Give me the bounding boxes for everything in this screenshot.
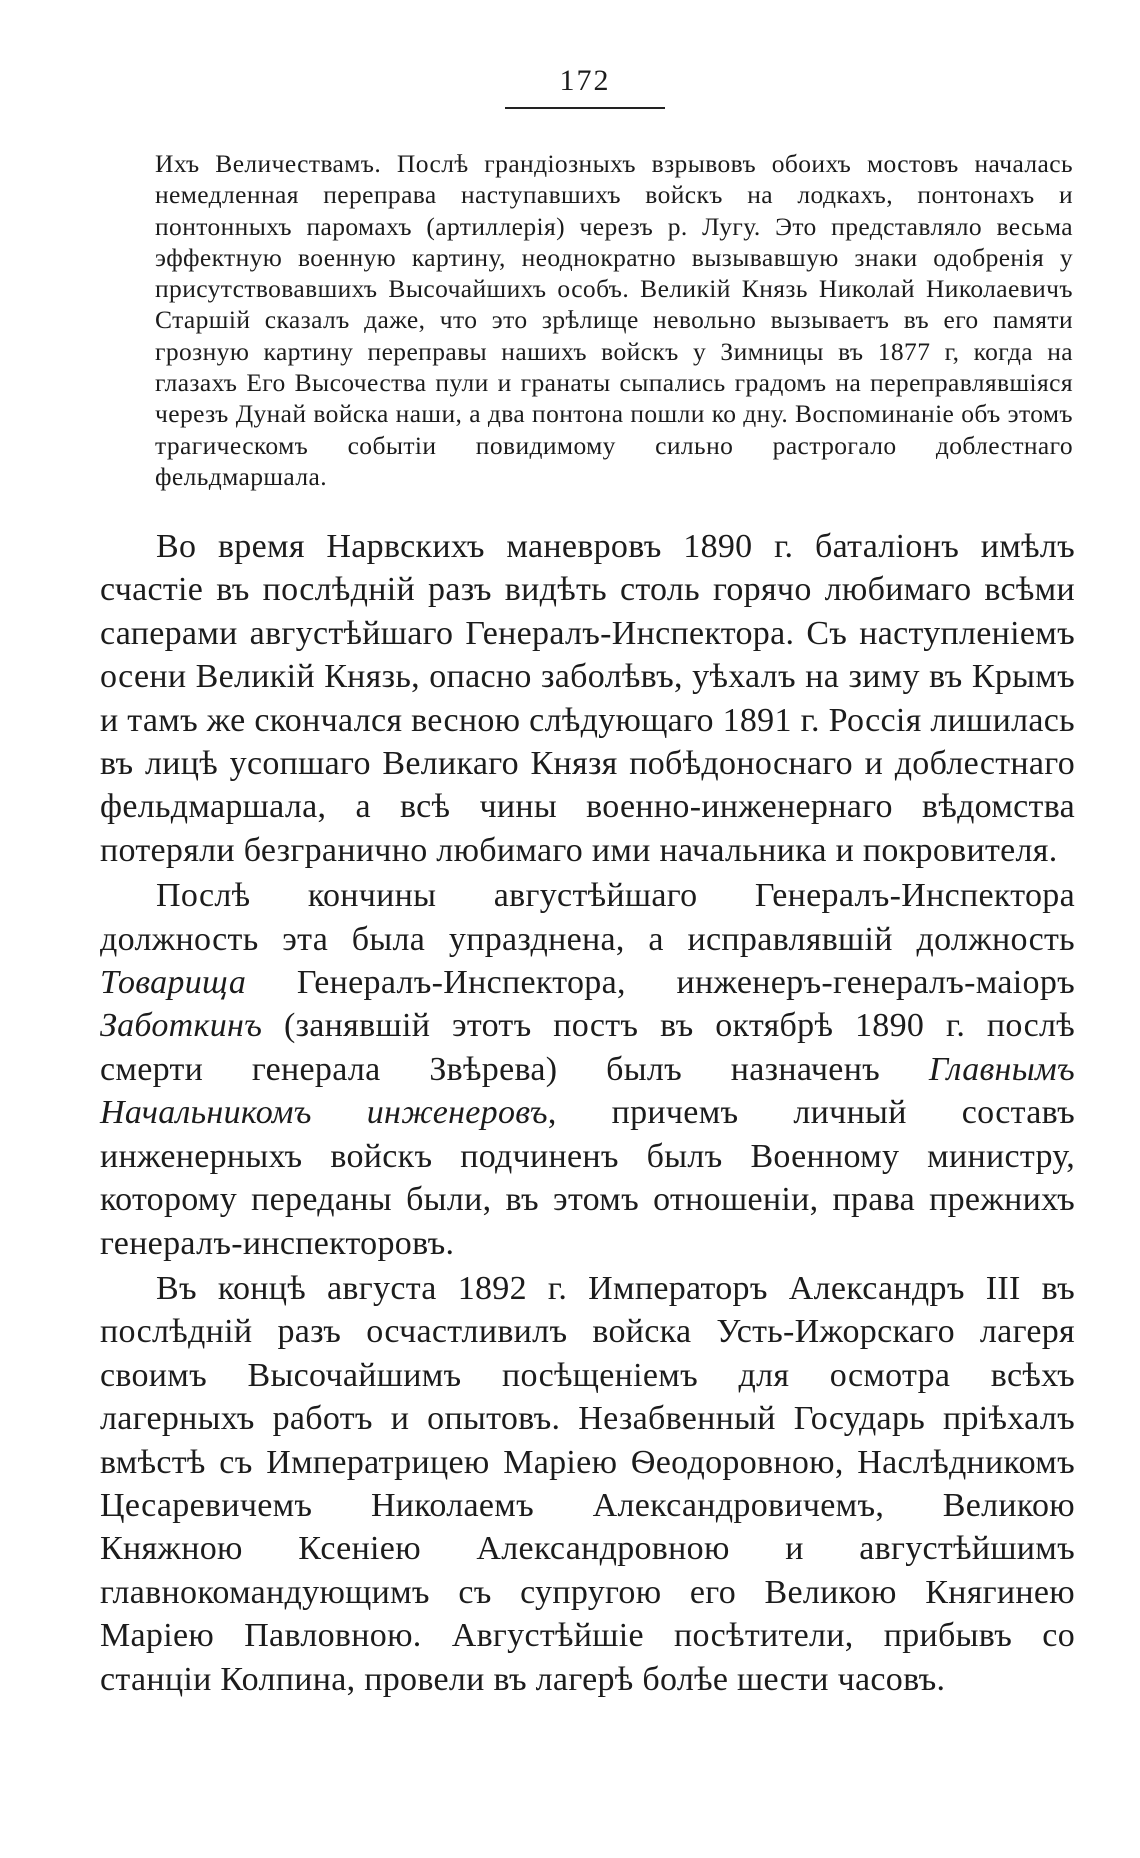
- paragraph-text-segment: , причемъ личный составъ инженерныхъ войскъ подчиненъ былъ Военному министру, которому переданы были, въ этомъ отношеніи, права прежнихъ генералъ-инспекторовъ.: [100, 1094, 1075, 1262]
- paragraph-text-segment: Послѣ кончины августѣйшаго Генералъ-Инспектора должность эта была упразднена, а исправлявшій должность: [100, 877, 1075, 958]
- page-number: 172: [559, 64, 611, 97]
- emphasis-chief-engineers: Главнымъ Начальникомъ инженеровъ: [100, 1050, 1075, 1132]
- emphasis-deputy: Товарища: [100, 964, 247, 1002]
- paragraph-text-segment: Генералъ-Инспектора, инженеръ-генералъ-маіоръ: [246, 964, 1075, 1002]
- paragraph-emperor-visit: Въ концѣ августа 1892 г. Императоръ Александръ III въ послѣдній разъ осчастливилъ войска Усть-Ижорскаго лагеря своимъ Высочайшимъ посѣщеніемъ для осмотра всѣхъ лагерныхъ работъ и опытовъ. Незабвенный Государь пріѣхалъ вмѣстѣ съ Императрицею Маріею Ѳеодоровною, Наслѣдникомъ Цесаревичемъ Николаемъ Александровичемъ, Великою Княжною Ксеніею Александровною и августѣйшимъ главнокомандующимъ съ супругою его Великою Княгинею Маріею Павловною. Августѣйшіе посѣтители, прибывъ со станціи Колпина, провели въ лагерѣ болѣе шести часовъ.: [100, 1269, 1075, 1698]
- emphasis-zabotkin: Заботкинъ: [100, 1007, 263, 1045]
- main-text: [100, 525, 1075, 1701]
- small-print-paragraph: [155, 148, 1073, 492]
- paragraph-after-death: [100, 874, 1075, 1265]
- header-rule: [505, 107, 665, 109]
- paragraph-top: Ихъ Величествамъ. Послѣ грандіозныхъ взрывовъ обоихъ мостовъ началась немедленная переправа наступавшихъ войскъ на лодкахъ, понтонахъ и понтонныхъ паромахъ (артиллерія) черезъ р. Лугу. Это представляло весьма эффектную военную картину, неоднократно вызывавшую знаки одобренія у присутствовавшихъ Высочайшихъ особъ. Великій Князь Николай Николаевичъ Старшій сказалъ даже, что это зрѣлище невольно вызываетъ въ его памяти грозную картину переправы нашихъ войскъ у Зимницы въ 1877 г, когда на глазахъ Его Высочества пули и гранаты сыпались градомъ на переправлявшіяся черезъ Дунай войска наши, а два понтона пошли ко дну. Воспоминаніе объ этомъ трагическомъ событіи повидимому сильно растрогало доблестнаго фельдмаршала.: [155, 149, 1073, 491]
- paragraph-narva-maneuvers: Во время Нарвскихъ маневровъ 1890 г. баталіонъ имѣлъ счастіе въ послѣдній разъ видѣть столь горячо любимаго всѣми саперами августѣйшаго Генералъ-Инспектора. Съ наступленіемъ осени Великій Князь, опасно заболѣвъ, уѣхалъ на зиму въ Крымъ и тамъ же скончался весною слѣдующаго 1891 г. Россія лишилась въ лицѣ усопшаго Великаго Князя побѣдоноснаго и доблестнаго фельдмаршала, а всѣ чины военно-инженернаго вѣдомства потеряли безгранично любимаго ими начальника и покровителя.: [100, 528, 1075, 869]
- paragraph-text-segment: (занявшій этотъ постъ въ октябрѣ 1890 г. послѣ смерти генерала Звѣрева) былъ назначенъ: [100, 1007, 1075, 1088]
